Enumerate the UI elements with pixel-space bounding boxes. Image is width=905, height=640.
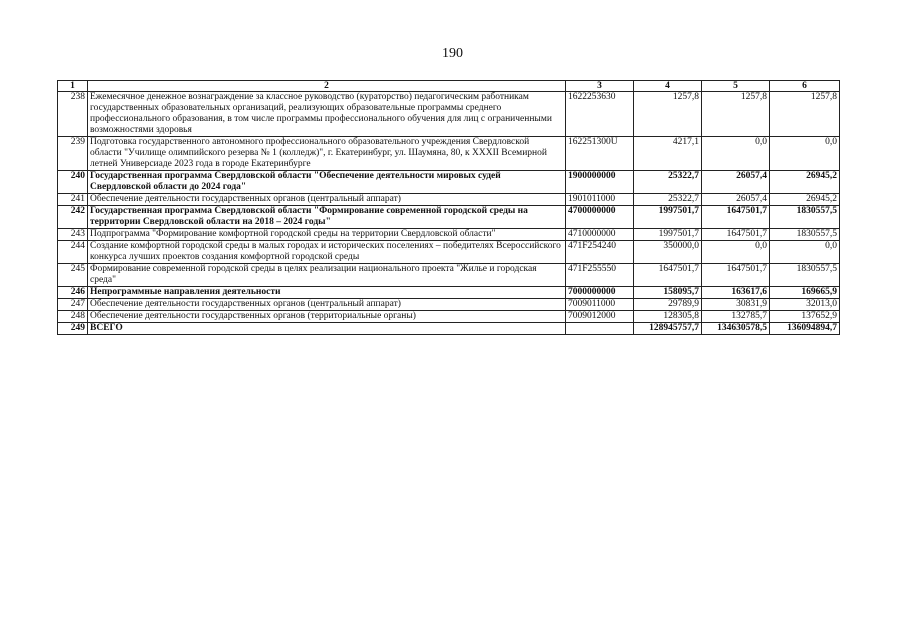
row-code-cell (566, 323, 634, 335)
row-code-cell: 7009012000 (566, 311, 634, 323)
table-row (58, 311, 840, 323)
row-value-2023-cell: 0,0 (702, 137, 770, 171)
row-code-cell: 471F255550 (566, 264, 634, 287)
table-row (58, 194, 840, 206)
table-row (58, 287, 840, 299)
row-name-cell: Обеспечение деятельности государственных органов (территориальные органы) (88, 311, 566, 323)
row-number-cell: 238 (58, 92, 88, 137)
row-value-2024-cell: 32013,0 (770, 299, 840, 311)
row-name-cell: Формирование современной городской среды в целях реализации национального проекта "Жилье и городская среда" (88, 264, 566, 287)
column-header: 5 (702, 81, 770, 92)
row-value-2022-cell: 128945757,7 (634, 323, 702, 335)
row-number-cell: 244 (58, 241, 88, 264)
row-value-2022-cell: 350000,0 (634, 241, 702, 264)
row-value-2023-cell: 134630578,5 (702, 323, 770, 335)
row-code-cell: 471F254240 (566, 241, 634, 264)
row-code-cell: 7000000000 (566, 287, 634, 299)
row-number-cell: 241 (58, 194, 88, 206)
row-number-cell: 246 (58, 287, 88, 299)
table-row (58, 264, 840, 287)
table-row (58, 229, 840, 241)
row-value-2022-cell: 25322,7 (634, 171, 702, 194)
row-number-cell: 245 (58, 264, 88, 287)
table-header-row (58, 81, 840, 92)
table-row (58, 206, 840, 229)
row-value-2023-cell: 30831,9 (702, 299, 770, 311)
page-number: 190 (442, 46, 463, 61)
row-number-cell: 247 (58, 299, 88, 311)
row-value-2022-cell: 1997501,7 (634, 206, 702, 229)
row-value-2024-cell: 137652,9 (770, 311, 840, 323)
row-value-2022-cell: 1257,8 (634, 92, 702, 137)
table-row (58, 323, 840, 335)
row-value-2022-cell: 25322,7 (634, 194, 702, 206)
row-value-2022-cell: 128305,8 (634, 311, 702, 323)
row-value-2023-cell: 1647501,7 (702, 229, 770, 241)
row-value-2022-cell: 1997501,7 (634, 229, 702, 241)
column-header: 2 (88, 81, 566, 92)
row-value-2024-cell: 1830557,5 (770, 229, 840, 241)
row-name-cell: Государственная программа Свердловской области "Обеспечение деятельности мировых судей Свердловской области до 2024 года" (88, 171, 566, 194)
row-value-2023-cell: 163617,6 (702, 287, 770, 299)
column-header: 3 (566, 81, 634, 92)
row-name-cell: Обеспечение деятельности государственных органов (центральный аппарат) (88, 299, 566, 311)
row-code-cell: 7009011000 (566, 299, 634, 311)
row-code-cell: 162251300U (566, 137, 634, 171)
row-value-2024-cell: 26945,2 (770, 171, 840, 194)
row-code-cell: 1901011000 (566, 194, 634, 206)
row-name-cell: ВСЕГО (88, 323, 566, 335)
row-code-cell: 4700000000 (566, 206, 634, 229)
table-body (58, 92, 840, 335)
row-value-2022-cell: 1647501,7 (634, 264, 702, 287)
row-code-cell: 1900000000 (566, 171, 634, 194)
row-value-2024-cell: 0,0 (770, 137, 840, 171)
row-code-cell: 4710000000 (566, 229, 634, 241)
row-value-2022-cell: 29789,9 (634, 299, 702, 311)
row-code-cell: 1622253630 (566, 92, 634, 137)
row-value-2023-cell: 1647501,7 (702, 264, 770, 287)
row-name-cell: Создание комфортной городской среды в малых городах и исторических поселениях – победителях Всероссийского конкурса лучших проектов создания комфортной городской среды (88, 241, 566, 264)
budget-table (57, 80, 840, 335)
table-row (58, 171, 840, 194)
column-header: 1 (58, 81, 88, 92)
row-number-cell: 249 (58, 323, 88, 335)
row-value-2023-cell: 0,0 (702, 241, 770, 264)
row-value-2024-cell: 26945,2 (770, 194, 840, 206)
table-row (58, 299, 840, 311)
row-value-2024-cell: 169665,9 (770, 287, 840, 299)
row-number-cell: 248 (58, 311, 88, 323)
column-header: 6 (770, 81, 840, 92)
row-value-2024-cell: 1830557,5 (770, 264, 840, 287)
row-number-cell: 242 (58, 206, 88, 229)
row-number-cell: 239 (58, 137, 88, 171)
row-number-cell: 243 (58, 229, 88, 241)
row-value-2022-cell: 158095,7 (634, 287, 702, 299)
row-value-2023-cell: 26057,4 (702, 171, 770, 194)
row-value-2024-cell: 1830557,5 (770, 206, 840, 229)
row-value-2024-cell: 136094894,7 (770, 323, 840, 335)
table-row (58, 137, 840, 171)
row-value-2023-cell: 1257,8 (702, 92, 770, 137)
row-number-cell: 240 (58, 171, 88, 194)
column-header: 4 (634, 81, 702, 92)
row-name-cell: Непрограммные направления деятельности (88, 287, 566, 299)
row-name-cell: Государственная программа Свердловской области "Формирование современной городской среды на территории Свердловской области на 2018 – 2024 годы" (88, 206, 566, 229)
row-value-2022-cell: 4217,1 (634, 137, 702, 171)
row-name-cell: Подпрограмма "Формирование комфортной городской среды на территории Свердловской области" (88, 229, 566, 241)
row-name-cell: Подготовка государственного автономного профессионального образовательного учреждения Свердловской области "Училище олимпийского резерва № 1 (колледж)", г. Екатеринбург, ул. Шаумяна, 80, к XXXII Всемирной летней Универсиаде 2023 года в городе Екатеринбурге (88, 137, 566, 171)
table-row (58, 241, 840, 264)
row-value-2023-cell: 1647501,7 (702, 206, 770, 229)
row-name-cell: Ежемесячное денежное вознаграждение за классное руководство (кураторство) педагогическим работникам государственных образовательных организаций, реализующих образовательные программы среднего профессионального образования, в том числе программы профессионального обучения для лиц с ограниченными возможностями здоровья (88, 92, 566, 137)
table-row (58, 92, 840, 137)
row-name-cell: Обеспечение деятельности государственных органов (центральный аппарат) (88, 194, 566, 206)
row-value-2023-cell: 26057,4 (702, 194, 770, 206)
row-value-2024-cell: 1257,8 (770, 92, 840, 137)
row-value-2024-cell: 0,0 (770, 241, 840, 264)
row-value-2023-cell: 132785,7 (702, 311, 770, 323)
